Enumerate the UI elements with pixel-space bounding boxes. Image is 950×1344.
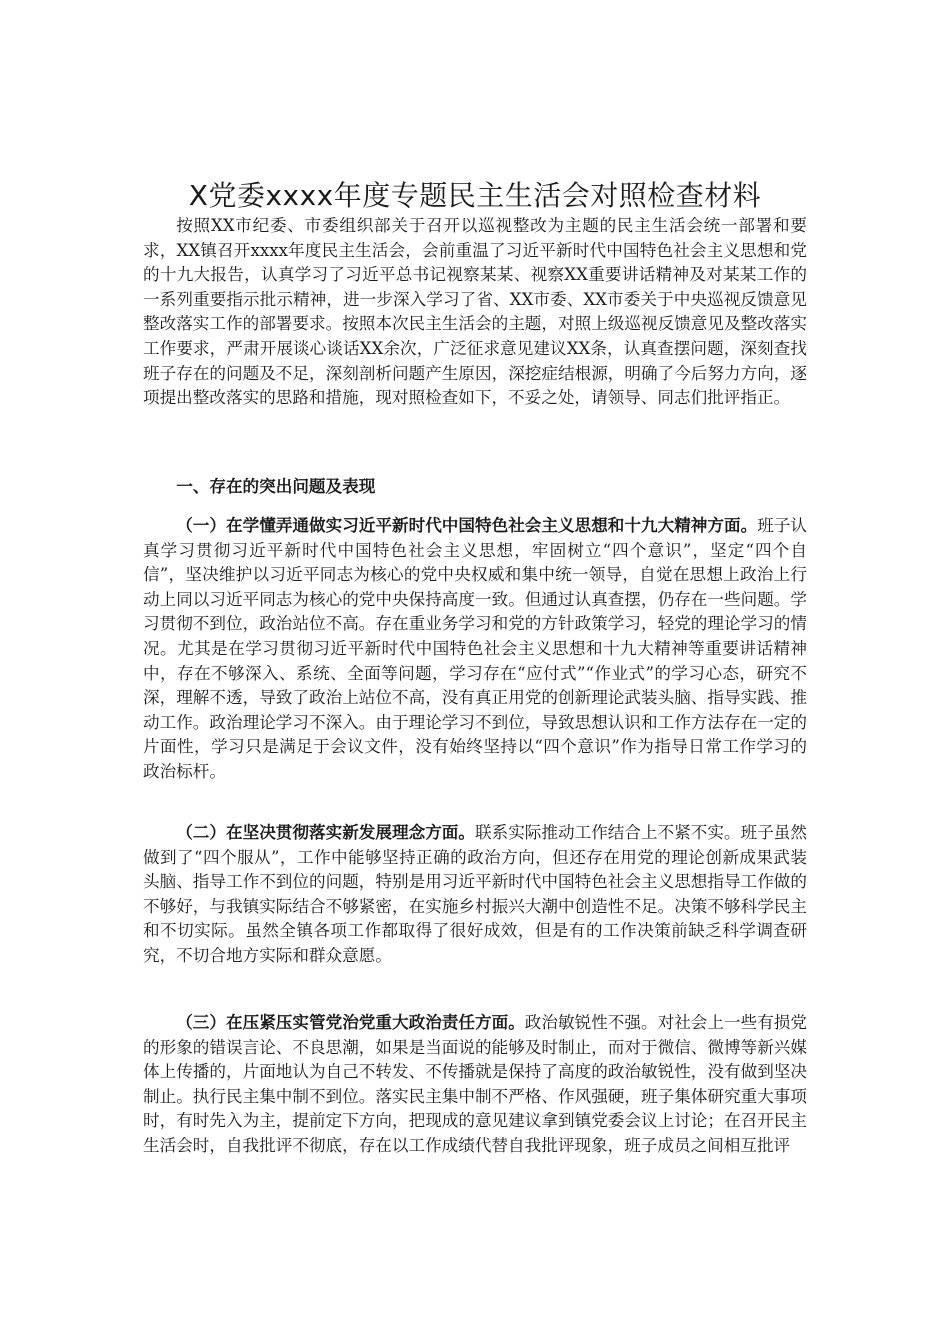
document-title: X党委xxxx年度专题民主生活会对照检查材料 — [188, 178, 762, 212]
item-lead-2: （二）在坚决贯彻落实新发展理念方面。 — [176, 822, 475, 842]
item-lead-1: （一）在学懂弄通做实习近平新时代中国特色社会主义思想和十九大精神方面。 — [176, 515, 758, 535]
item-text-2: 联系实际推动工作结合上不紧不实。班子虽然做到了“四个服从”，工作中能够坚持正确的政治方向，但还存在用党的理论创新成果武装头脑、指导工作不到位的问题，特别是用习近平新时代中国特色社会主义思想指导工作做的不够好，与我镇实际结合不够紧密，在实施乡村振兴大潮中创造性不足。决策不够科学民主和不切实际。虽然全镇各项工作都取得了很好成效，但是有的工作决策前缺乏科学调查研究，不切合地方实际和群众意愿。 — [143, 823, 808, 965]
item-lead-3: （三）在压紧压实管党治党重大政治责任方面。 — [176, 1012, 525, 1032]
item-paragraph-2 — [143, 820, 807, 969]
item-paragraph-1 — [143, 513, 807, 785]
item-text-1: 班子认真学习贯彻习近平新时代中国特色社会主义思想，牢固树立“四个意识”，坚定“四个自信”，坚决维护以习近平同志为核心的党中央权威和集中统一领导，自觉在思想上政治上行动上同以习近平同志为核心的党中央保持高度一致。但通过认真查摆，仍存在一些问题。学习贯彻不到位，政治站位不高。存在重业务学习和党的方针政策学习，轻党的理论学习的情况。尤其是在学习贯彻习近平新时代中国特色社会主义思想和十九大精神等重要讲话精神中，存在不够深入、系统、全面等问题，学习存在“应付式”“作业式”的学习心态，研究不深，理解不透，导致了政治上站位不高，没有真正用党的创新理论武装头脑、指导实践、推动工作。政治理论学习不深入。由于理论学习不到位，导致思想认识和工作方法存在一定的片面性，学习只是满足于会议文件，没有始终坚持以“四个意识”作为指导日常工作学习的政治标杆。 — [143, 516, 807, 781]
item-text-3: 政治敏锐性不强。对社会上一些有损党的形象的错误言论、不良思潮，如果是当面说的能够及时制止，而对于微信、微博等新兴媒体上传播的，片面地认为自己不转发、不传播就是保持了高度的政治敏锐性，没有做到坚决制止。执行民主集中制不到位。落实民主集中制不严格、作风强硬，班子集体研究重大事项时，有时先入为主，提前定下方向，把现成的意见建议拿到镇党委会议上讨论；在召开民主生活会时，自我批评不彻底，存在以工作成绩代替自我批评现象，班子成员之间相互批评 — [143, 1013, 807, 1155]
section-heading-problems: 一、存在的突出问题及表现 — [176, 477, 376, 496]
item-paragraph-3 — [143, 1010, 807, 1159]
intro-paragraph: 按照XX市纪委、市委组织部关于召开以巡视整改为主题的民主生活会统一部署和要求，XX镇召开xxxx年度民主生活会，会前重温了习近平新时代中国特色社会主义思想和党的十九大报告，认真学习了习近平总书记视察某某、视察XX重要讲话精神及对某某工作的一系列重要指示批示精神，进一步深入学习了省、XX市委、XX市委关于中央巡视反馈意见整改落实工作的部署要求。按照本次民主生活会的主题，对照上级巡视反馈意见及整改落实工作要求，严肃开展谈心谈话XX余次，广泛征求意见建议XX条，认真查摆问题，深刻查找班子存在的问题及不足，深刻剖析问题产生原因，深挖症结根源，明确了今后努力方向，逐项提出整改落实的思路和措施，现对照检查如下，不妥之处，请领导、同志们批评指正。 — [143, 216, 807, 408]
